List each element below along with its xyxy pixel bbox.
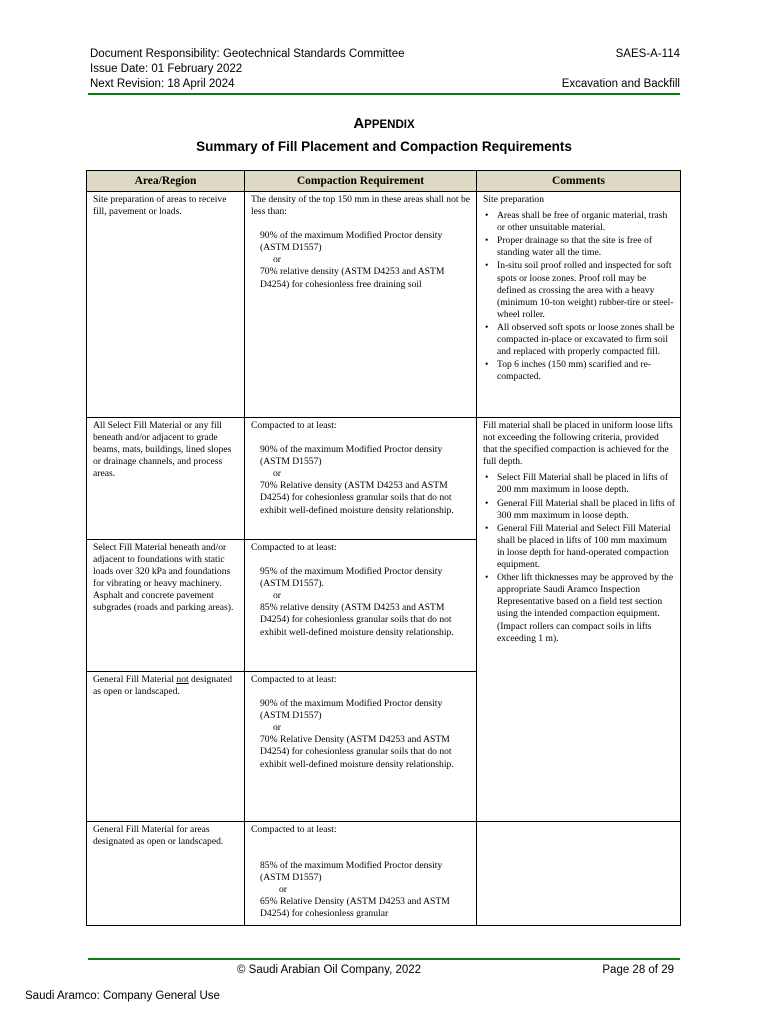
area-cell xyxy=(87,418,245,540)
requirement-option-a: 85% of the maximum Modified Proctor density (ASTM D1557) xyxy=(260,860,443,884)
requirement-cell xyxy=(245,540,477,672)
issue-date: Issue Date: 01 February 2022 xyxy=(90,63,243,75)
requirement-option-a: 90% of the maximum Modified Proctor density (ASTM D1557) xyxy=(260,230,443,254)
column-header-requirement: Compaction Requirement xyxy=(245,171,477,192)
list-item: • Top 6 inches (150 mm) scarified and re-compacted. xyxy=(485,359,652,383)
area-cell xyxy=(87,540,245,672)
page-number: Page 28 of 29 xyxy=(602,964,674,976)
classification-label: Saudi Aramco: Company General Use xyxy=(25,990,220,1002)
requirement-or: or xyxy=(273,722,281,734)
requirement-or: or xyxy=(273,468,281,480)
column-header-comments: Comments xyxy=(477,171,681,192)
requirements-table xyxy=(86,170,681,926)
requirement-or: or xyxy=(273,254,281,266)
requirement-intro: Compacted to at least: xyxy=(251,674,337,685)
document-responsibility: Document Responsibility: Geotechnical Standards Committee xyxy=(90,48,405,60)
list-item: • Other lift thicknesses may be approved by the appropriate Saudi Aramco Inspection Representative based on a field test section using the intended compaction equipment. (Impact rollers can compact soils in lifts exceeding 1 m). xyxy=(485,572,674,644)
page-subtitle: Summary of Fill Placement and Compaction Requirements xyxy=(196,139,572,154)
requirement-cell xyxy=(245,418,477,540)
requirement-intro: Compacted to at least: xyxy=(251,824,337,835)
comment-list xyxy=(483,472,675,644)
requirement-option-a: 90% of the maximum Modified Proctor density (ASTM D1557) xyxy=(260,444,443,468)
requirement-intro: Compacted to at least: xyxy=(251,542,337,553)
area-text: General Fill Material not designated as open or landscaped. xyxy=(93,674,233,698)
header-rule xyxy=(88,93,680,95)
copyright-text: © Saudi Arabian Oil Company, 2022 xyxy=(237,964,422,976)
list-item: • General Fill Material and Select Fill Material shall be placed in lifts of 100 mm maximum in loose depth for hand-operated compaction equipment. xyxy=(485,522,671,571)
list-item: • In-situ soil proof rolled and inspected for soft spots or loose zones. Proof roll may be defined as crossing the area with a heavy (minimum 10-ton weight) rubber-tire or steel-wheel roller. xyxy=(485,260,674,320)
comment-intro: Site preparation xyxy=(483,194,545,205)
comments-cell xyxy=(477,192,681,418)
comment-list xyxy=(483,210,675,383)
next-revision: Next Revision: 18 April 2024 xyxy=(90,78,235,90)
requirement-intro: Compacted to at least: xyxy=(251,420,337,431)
comments-cell xyxy=(477,822,681,926)
list-item: • Areas shall be free of organic material, trash or other unsuitable material. xyxy=(485,210,668,234)
area-text: Site preparation of areas to receive fill, pavement or loads. xyxy=(93,194,227,218)
list-item: • Select Fill Material shall be placed in lifts of 200 mm maximum in loose depth. xyxy=(485,472,669,496)
list-item: • Proper drainage so that the site is free of standing water all the time. xyxy=(485,235,653,259)
comments-cell xyxy=(477,418,681,822)
document-number: SAES-A-114 xyxy=(615,48,680,60)
area-text: All Select Fill Material or any fill beneath and/or adjacent to grade beams, mats, buildings, lined slopes or drainage channels, and process areas. xyxy=(93,420,232,480)
appendix-heading-initial: A xyxy=(353,115,365,132)
requirement-cell xyxy=(245,192,477,418)
appendix-heading-rest: PPENDIX xyxy=(364,119,415,131)
requirement-option-b: 65% Relative Density (ASTM D4253 and ASTM D4254) for cohesionless granular xyxy=(260,896,450,920)
appendix-heading xyxy=(0,115,768,133)
comment-intro: Fill material shall be placed in uniform loose lifts not exceeding the following criteria, provided that the specified compaction is achieved for the full depth. xyxy=(483,420,673,468)
table-row xyxy=(87,192,681,418)
table-row xyxy=(87,822,681,926)
area-cell xyxy=(87,672,245,822)
underlined-not: not xyxy=(176,674,189,685)
requirement-cell xyxy=(245,822,477,926)
footer-rule xyxy=(88,958,680,960)
area-text: General Fill Material for areas designated as open or landscaped. xyxy=(93,824,224,848)
table-header-row xyxy=(87,171,681,192)
requirement-option-b: 70% relative density (ASTM D4253 and ASTM D4254) for cohesionless free draining soil xyxy=(260,266,445,290)
requirement-or: or xyxy=(273,590,281,602)
requirement-option-b: 70% Relative Density (ASTM D4253 and ASTM D4254) for cohesionless granular soils that do not exhibit well-defined moisture density relationship. xyxy=(260,734,454,770)
document-title: Excavation and Backfill xyxy=(561,78,680,90)
requirement-intro: The density of the top 150 mm in these areas shall not be less than: xyxy=(251,194,471,218)
requirement-option-a: 95% of the maximum Modified Proctor density (ASTM D1557). xyxy=(260,566,443,590)
area-cell xyxy=(87,192,245,418)
table-row xyxy=(87,418,681,540)
requirement-option-b: 70% Relative density (ASTM D4253 and ASTM D4254) for cohesionless granular soils that do not exhibit well-defined moisture density relationship. xyxy=(260,480,454,516)
requirement-or: or xyxy=(279,884,287,896)
list-item: • All observed soft spots or loose zones shall be compacted in-place or excavated to firm soil and replaced with properly compacted fill. xyxy=(485,321,675,358)
area-cell xyxy=(87,822,245,926)
requirement-cell xyxy=(245,672,477,822)
column-header-area: Area/Region xyxy=(87,171,245,192)
requirement-option-a: 90% of the maximum Modified Proctor density (ASTM D1557) xyxy=(260,698,443,722)
area-text: Select Fill Material beneath and/or adjacent to foundations with static loads over 320 kPa and foundations for vibrating or heavy machinery. Asphalt and concrete pavement subgrades (roads and parking areas). xyxy=(93,542,234,614)
list-item: • General Fill Material shall be placed in lifts of 300 mm maximum in loose depth. xyxy=(485,497,675,521)
requirement-option-b: 85% relative density (ASTM D4253 and ASTM D4254) for cohesionless granular soils that do not exhibit well-defined moisture density relationship. xyxy=(260,602,454,638)
